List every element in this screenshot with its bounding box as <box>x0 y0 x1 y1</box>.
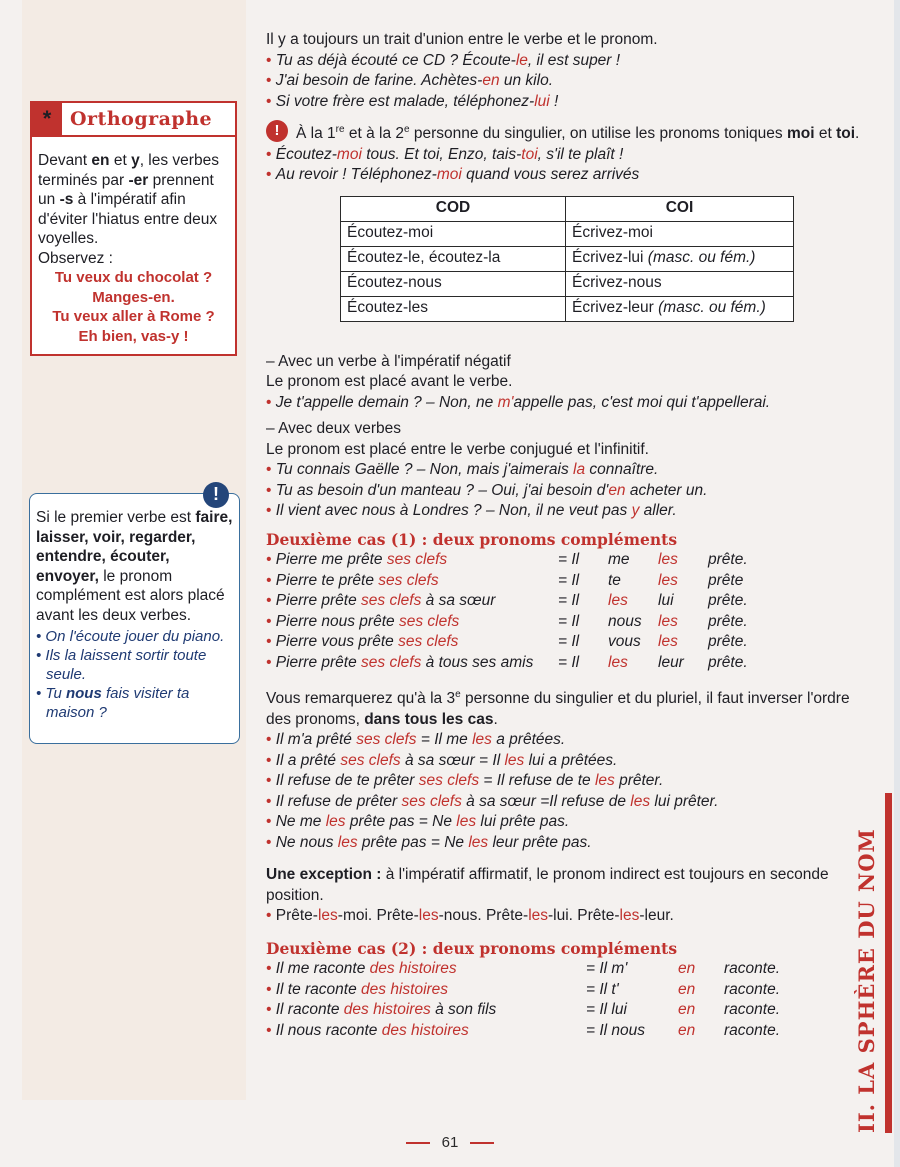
table-row: • Pierre nous prête ses clefs = Il nous les prête. <box>266 612 748 630</box>
note-box <box>29 484 240 744</box>
table-row: • Pierre te prête ses clefs = Il te les prête <box>266 571 744 589</box>
orthographe-example: Tu veux aller à Rome ? <box>52 308 215 325</box>
table-row: • Il raconte des histoires à son fils = Il lui en raconte. <box>266 1001 781 1019</box>
table-row <box>341 296 794 321</box>
negative-text: Le pronom est placé avant le verbe. <box>266 373 513 391</box>
list-item: • On l'écoute jouer du piano. <box>36 628 225 645</box>
table-row: • Il te raconte des histoires = Il t' en raconte. <box>266 980 781 998</box>
list-item: • Tu as besoin d'un manteau ? – Oui, j'ai besoin d'en acheter un. <box>266 481 708 499</box>
note-text: Si le premier verbe est faire, laisser, voir, regarder, entendre, écouter, envoyer, le pronom complément est alors placé avant les deux verbes. <box>36 509 233 624</box>
table-cell: Écoutez-nous <box>341 271 566 296</box>
table-cell: Écoutez-le, écoutez-la <box>341 246 566 271</box>
chapter-side-title <box>852 793 892 1133</box>
table-row <box>341 221 794 246</box>
case1-title: Deuxième cas (1) : deux pronoms compléments <box>266 529 678 549</box>
case1-examples <box>266 550 866 673</box>
list-item: • Tu as déjà écouté ce CD ? Écoute-le, il est super ! <box>266 51 621 69</box>
list-item: • Tu connais Gaëlle ? – Non, mais j'aimerais la connaître. <box>266 461 659 479</box>
table-header: COD <box>341 196 566 221</box>
table-cell: Écoutez-les <box>341 296 566 321</box>
chapter-title: II. LA SPHÈRE DU NOM <box>854 828 879 1133</box>
note-examples <box>36 627 233 722</box>
divider <box>406 1142 430 1144</box>
table-row: • Il nous raconte des histoires = Il nous en raconte. <box>266 1021 781 1039</box>
list-item: • Au revoir ! Téléphonez-moi quand vous serez arrivés <box>266 166 640 184</box>
exclamation-icon: ! <box>203 482 229 508</box>
list-item: • Ne nous les prête pas = Ne les leur prête pas. <box>266 833 592 851</box>
chapter-bar <box>885 793 892 1133</box>
list-item: • J'ai besoin de farine. Achètes-en un kilo. <box>266 72 553 89</box>
list-item: • Il vient avec nous à Londres ? – Non, il ne veut pas y aller. <box>266 502 677 520</box>
list-item: • Écoutez-moi tous. Et toi, Enzo, tais-toi, s'il te plaît ! <box>266 145 624 163</box>
list-item: • Il a prêté ses clefs à sa sœur = Il les lui a prêtées. <box>266 751 618 769</box>
warning-icon: ! <box>266 120 288 142</box>
list-item: • Si votre frère est malade, téléphonez-lui ! <box>266 92 559 110</box>
observez-label: Observez : <box>38 249 113 267</box>
table-cell: Écrivez-leur (masc. ou fém.) <box>566 296 794 321</box>
list-item: • Je t'appelle demain ? – Non, ne m'appelle pas, c'est moi qui t'appellerai. <box>266 393 771 411</box>
orthographe-example: Tu veux du chocolat ? <box>54 269 213 286</box>
table-cell: Écrivez-moi <box>566 221 794 246</box>
main-content <box>266 30 866 1041</box>
table-row <box>341 271 794 296</box>
orthographe-text: Devant en et y, les verbes terminés par -er prennent un -s à l'impératif afin d'éviter l'hiatus entre deux voyelles. Observez : Tu veux du chocolat ? Manges-en. Tu veux aller à Rome ? Eh bien, vas-y ! <box>32 137 235 346</box>
table-header: COI <box>566 196 794 221</box>
list-item: • Il m'a prêté ses clefs = Il me les a prêtées. <box>266 731 566 749</box>
list-item: • Tu nous fais visiter ta maison ? <box>36 685 190 721</box>
warning-note: ! À la 1re et à la 2e personne du singulier, on utilise les pronoms toniques moi et toi. <box>266 120 866 145</box>
orthographe-header <box>32 103 235 137</box>
orthographe-title: Orthographe <box>70 108 213 130</box>
orthographe-box <box>30 101 237 356</box>
page-edge <box>894 0 900 1167</box>
table-row: • Pierre prête ses clefs à sa sœur = Il les lui prête. <box>266 592 748 610</box>
list-item: • Il refuse de te prêter ses clefs = Il refuse de te les prêter. <box>266 772 664 790</box>
case2-title: Deuxième cas (2) : deux pronoms compléments <box>266 938 678 958</box>
table-row <box>341 246 794 271</box>
two-verbs-title: – Avec deux verbes <box>266 420 401 438</box>
list-item: • Ne me les prête pas = Ne les lui prête pas. <box>266 813 570 831</box>
negative-title: – Avec un verbe à l'impératif négatif <box>266 352 511 370</box>
exception-text: Une exception : à l'impératif affirmatif, le pronom indirect est toujours en seconde position. <box>266 866 829 904</box>
remark-text: Vous remarquerez qu'à la 3e personne du singulier et du pluriel, il faut inverser l'ordre des pronoms, dans tous les cas. <box>266 689 850 728</box>
case2-examples <box>266 959 866 1041</box>
page-number: 61 <box>0 1134 900 1151</box>
two-verbs-text: Le pronom est placé entre le verbe conjugué et l'infinitif. <box>266 440 649 458</box>
cod-coi-table <box>340 196 794 322</box>
table-row: • Pierre me prête ses clefs = Il me les prête. <box>266 551 748 569</box>
asterisk-icon: * <box>32 103 62 135</box>
table-row: • Il me raconte des histoires = Il m' en raconte. <box>266 960 781 978</box>
orthographe-example: Manges-en. <box>92 288 175 306</box>
list-item: • Il refuse de prêter ses clefs à sa sœur =Il refuse de les lui prêter. <box>266 792 719 810</box>
table-cell: Écoutez-moi <box>341 221 566 246</box>
list-item: • Prête-les-moi. Prête-les-nous. Prête-les-lui. Prête-les-leur. <box>266 907 674 925</box>
list-item: • Ils la laissent sortir toute seule. <box>36 647 207 683</box>
intro-text: Il y a toujours un trait d'union entre le verbe et le pronom. <box>266 31 658 48</box>
table-row: • Pierre prête ses clefs à tous ses amis = Il les leur prête. <box>266 653 748 671</box>
table-cell: Écrivez-lui (masc. ou fém.) <box>566 246 794 271</box>
table-cell: Écrivez-nous <box>566 271 794 296</box>
table-row: • Pierre vous prête ses clefs = Il vous les prête. <box>266 633 748 651</box>
divider <box>470 1142 494 1144</box>
orthographe-example: Eh bien, vas-y ! <box>78 327 189 345</box>
